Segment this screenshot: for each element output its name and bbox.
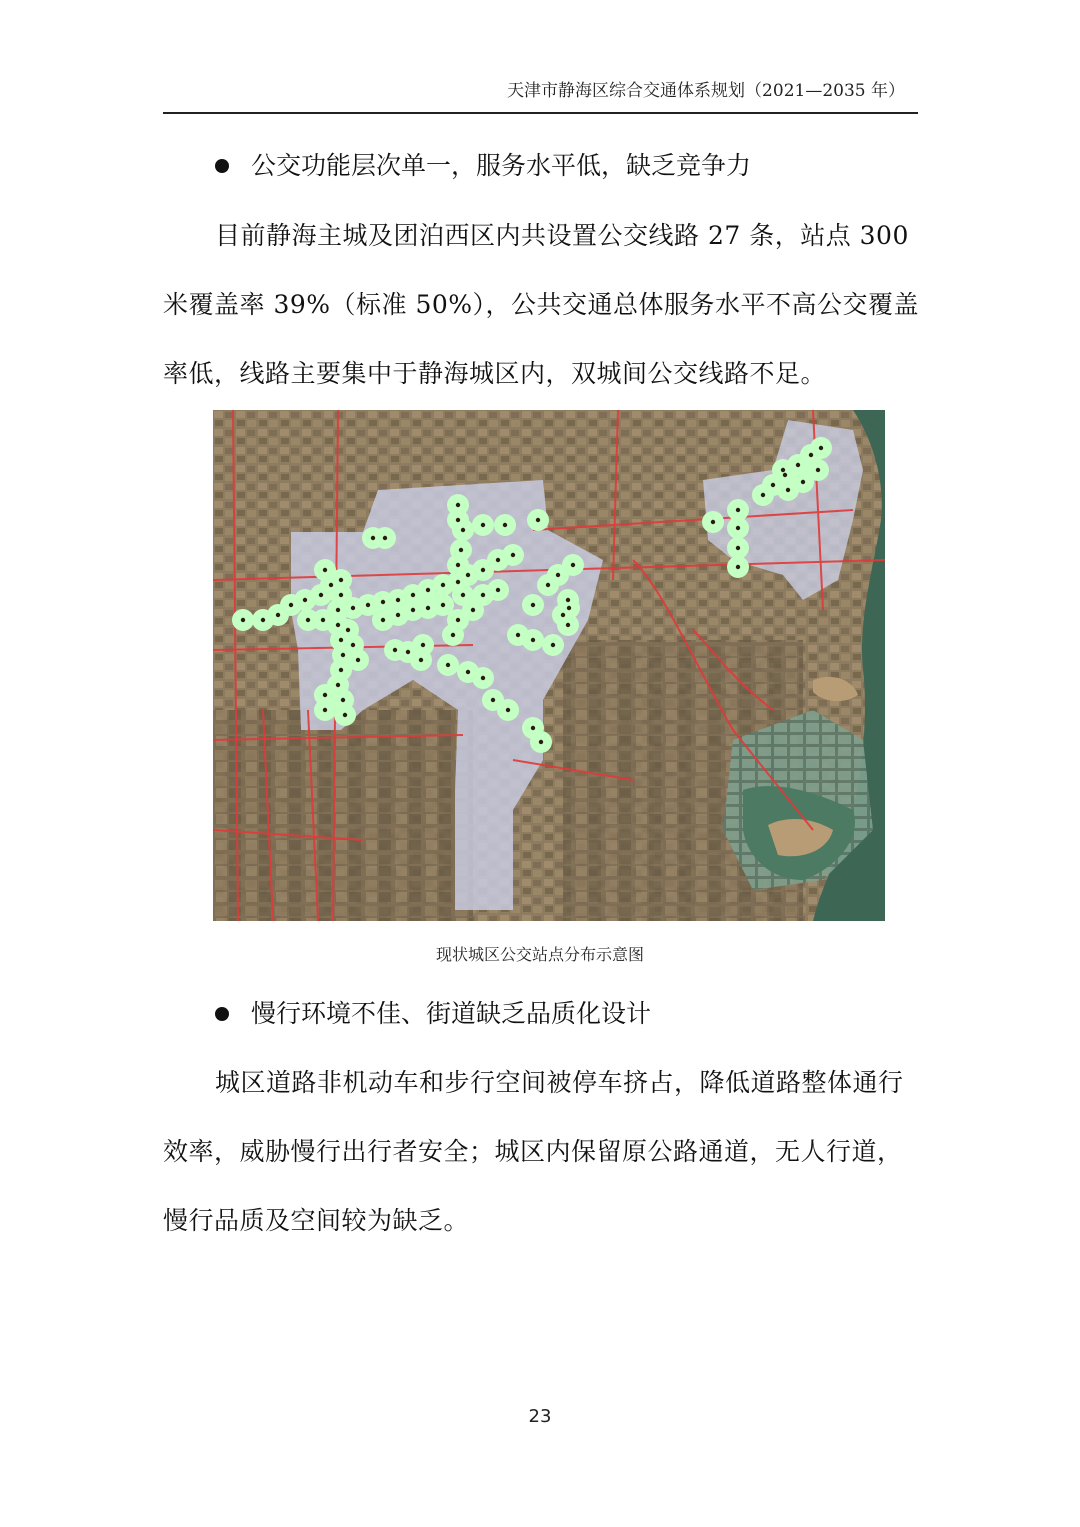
bus-stop-marker: [771, 483, 775, 487]
bus-stop-marker: [451, 633, 455, 637]
bus-stop-marker: [381, 618, 385, 622]
bus-stop-marker: [816, 468, 820, 472]
bus-stop-marker: [261, 618, 265, 622]
bus-stop-marker: [393, 648, 397, 652]
satellite-map-image: [213, 410, 885, 921]
bus-stop-marker: [481, 568, 485, 572]
bus-stop-marker: [566, 598, 570, 602]
bus-stop-distribution-map: [213, 410, 885, 921]
bus-stop-marker: [456, 563, 460, 567]
bus-stop-marker: [241, 618, 245, 622]
bus-stop-marker: [496, 588, 500, 592]
bus-stop-marker: [456, 580, 460, 584]
bus-stop-marker: [531, 638, 535, 642]
bus-stop-marker: [783, 473, 787, 477]
bus-stop-marker: [339, 638, 343, 642]
section2-heading: [215, 994, 651, 1030]
bus-stop-marker: [809, 453, 813, 457]
bus-stop-marker: [736, 526, 740, 530]
bus-stop-marker: [481, 593, 485, 597]
bus-stop-marker: [419, 658, 423, 662]
bus-stop-marker: [381, 600, 385, 604]
bus-stop-marker: [536, 518, 540, 522]
bus-stop-marker: [329, 583, 333, 587]
bus-stop-marker: [566, 623, 570, 627]
bus-stop-marker: [496, 558, 500, 562]
bus-stop-marker: [371, 536, 375, 540]
bus-stop-marker: [546, 583, 550, 587]
bus-stop-marker: [551, 643, 555, 647]
bus-stop-marker: [801, 480, 805, 484]
bus-stop-marker: [736, 508, 740, 512]
bus-stop-marker: [481, 676, 485, 680]
bus-stop-marker: [356, 658, 360, 662]
bus-stop-marker: [421, 643, 425, 647]
bus-stop-marker: [339, 578, 343, 582]
bus-stop-marker: [426, 606, 430, 610]
bus-stop-marker: [336, 608, 340, 612]
bus-stop-marker: [366, 603, 370, 607]
bus-stop-marker: [323, 708, 327, 712]
bus-stop-marker: [411, 593, 415, 597]
bus-stop-marker: [323, 568, 327, 572]
bus-stop-marker: [321, 618, 325, 622]
section2-paragraph: 城区道路非机动车和步行空间被停车挤占，降低道路整体通行效率，威胁慢行出行者安全；城区内保留原公路通道，无人行道，慢行品质及空间较为缺乏。: [163, 1068, 904, 1235]
bullet-icon: [215, 1007, 229, 1021]
bus-stop-marker: [466, 670, 470, 674]
bus-stop-marker: [506, 708, 510, 712]
bus-stop-marker: [336, 623, 340, 627]
bus-stop-marker: [736, 546, 740, 550]
bus-stop-marker: [459, 548, 463, 552]
bus-stop-marker: [736, 565, 740, 569]
bus-stop-marker: [456, 518, 460, 522]
section1-heading-text: 公交功能层次单一，服务水平低，缺乏竞争力: [251, 151, 752, 180]
section1-paragraph: 目前静海主城及团泊西区内共设置公交线路 27 条，站点 300 米覆盖率 39%（标准 50%），公共交通总体服务水平不高公交覆盖率低，线路主要集中于静海城区内，双城间公交线路不足。: [163, 221, 920, 388]
bus-stop-marker: [531, 726, 535, 730]
bus-stop-marker: [346, 628, 350, 632]
bus-stop-marker: [567, 606, 571, 610]
bus-stop-marker: [481, 523, 485, 527]
bus-stop-marker: [319, 593, 323, 597]
bus-stop-marker: [351, 606, 355, 610]
bus-stop-marker: [339, 593, 343, 597]
bus-stop-marker: [339, 668, 343, 672]
bus-stop-marker: [323, 693, 327, 697]
bullet-icon: [215, 159, 229, 173]
page-number: 23: [528, 1406, 552, 1427]
bus-stop-marker: [786, 488, 790, 492]
bus-stop-marker: [341, 698, 345, 702]
bus-stop-marker: [781, 468, 785, 472]
bus-stop-marker: [383, 536, 387, 540]
bus-stop-marker: [503, 523, 507, 527]
bus-stop-marker: [466, 573, 470, 577]
bus-stop-marker: [491, 698, 495, 702]
bus-stop-marker: [441, 603, 445, 607]
bus-stop-marker: [819, 446, 823, 450]
bus-stop-marker: [539, 740, 543, 744]
bus-stop-marker: [303, 598, 307, 602]
document-header-title: 天津市静海区综合交通体系规划（2021—2035 年）: [507, 81, 905, 101]
bus-stop-marker: [796, 463, 800, 467]
bus-stop-marker: [456, 618, 460, 622]
bus-stop-marker: [511, 553, 515, 557]
bus-stop-marker: [411, 608, 415, 612]
bus-stop-marker: [556, 573, 560, 577]
bus-stop-marker: [396, 598, 400, 602]
bus-stop-marker: [461, 528, 465, 532]
bus-stop-marker: [276, 613, 280, 617]
bus-stop-marker: [456, 503, 460, 507]
bus-stop-marker: [531, 603, 535, 607]
bus-stop-marker: [711, 520, 715, 524]
bus-stop-marker: [343, 713, 347, 717]
header-divider: [163, 112, 918, 114]
bus-stop-marker: [441, 583, 445, 587]
bus-stop-marker: [516, 633, 520, 637]
bus-stop-marker: [341, 653, 345, 657]
bus-stop-marker: [396, 613, 400, 617]
bus-stop-marker: [406, 650, 410, 654]
figure-caption: 现状城区公交站点分布示意图: [435, 945, 644, 964]
section2-heading-text: 慢行环境不佳、街道缺乏品质化设计: [251, 999, 652, 1028]
bus-stop-marker: [306, 618, 310, 622]
bus-stop-marker: [446, 663, 450, 667]
section1-heading: [215, 146, 751, 182]
bus-stop-marker: [471, 608, 475, 612]
bus-stop-marker: [461, 593, 465, 597]
bus-stop-marker: [426, 588, 430, 592]
bus-stop-marker: [336, 683, 340, 687]
bus-stop-marker: [761, 493, 765, 497]
bus-stop-marker: [289, 603, 293, 607]
bus-stop-marker: [561, 613, 565, 617]
bus-stop-marker: [351, 643, 355, 647]
bus-stop-marker: [571, 563, 575, 567]
